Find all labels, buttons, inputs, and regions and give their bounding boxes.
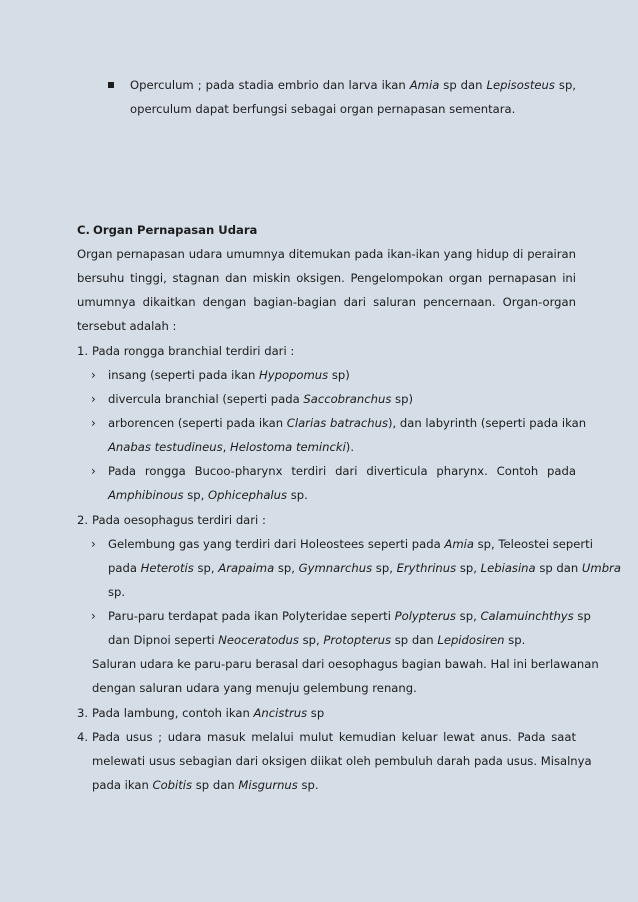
italic-term: Ophicephalus	[208, 488, 288, 502]
square-bullet-icon	[108, 82, 114, 88]
intro-line-2	[0, 266, 638, 290]
list-item-4-cont	[0, 773, 638, 797]
italic-term: Lebiasina	[480, 561, 536, 575]
section-label: C.	[77, 223, 90, 237]
list-item-text: melewati usus sebagian dari oksigen diikat oleh pembuluh darah pada usus. Misalnya	[92, 754, 592, 768]
chevron-bullet-icon: ›	[91, 368, 96, 382]
bullet-row-cont	[0, 435, 638, 459]
bullet-text: arborencen (seperti pada ikan Clarias batrachus), dan labyrinth (seperti pada ikan	[108, 416, 587, 430]
italic-term: Polypterus	[394, 609, 456, 623]
note-line-1	[0, 652, 638, 676]
italic-term: Cobitis	[152, 778, 193, 792]
bullet-text: Amphibinous sp, Ophicephalus sp.	[108, 488, 308, 502]
chevron-bullet-icon: ›	[91, 416, 96, 430]
intro-text: tersebut adalah :	[77, 319, 177, 333]
list-number: 3.	[77, 706, 89, 720]
intro-text: bersuhu tinggi, stagnan dan miskin oksigen. Pengelompokan organ pernapasan ini	[77, 271, 576, 285]
bullet-row	[0, 604, 638, 628]
bullet-row	[0, 363, 638, 387]
intro-line-4	[0, 314, 638, 338]
italic-term: Saccobranchus	[303, 392, 392, 406]
list-item-text: Pada usus ; udara masuk melalui mulut kemudian keluar lewat anus. Pada saat	[92, 730, 576, 744]
intro-text: Organ pernapasan udara umumnya ditemukan pada ikan-ikan yang hidup di perairan	[77, 247, 576, 261]
bullet-text: Pada rongga Bucoo-pharynx terdiri dari diverticula pharynx. Contoh pada	[108, 464, 576, 478]
bullet-row-cont	[0, 556, 638, 580]
list-number: 2.	[77, 513, 89, 527]
italic-term: Calamuinchthys	[480, 609, 574, 623]
bullet-text: Anabas testudineus, Helostoma temincki).	[108, 440, 355, 454]
intro-text: umumnya dikaitkan dengan bagian-bagian dari saluran pencernaan. Organ-organ	[77, 295, 576, 309]
bullet-text: dan Dipnoi seperti Neoceratodus sp, Protopterus sp dan Lepidosiren sp.	[108, 633, 526, 647]
intro-line-1	[0, 242, 638, 266]
list-item-title: Pada oesophagus terdiri dari :	[92, 513, 266, 527]
bullet-text: pada Heterotis sp, Arapaima sp, Gymnarchus sp, Erythrinus sp, Lebiasina sp dan Umbra	[108, 561, 621, 575]
list-item-3	[0, 701, 638, 725]
chevron-bullet-icon: ›	[91, 609, 96, 623]
intro-line-3	[0, 290, 638, 314]
bullet-row-cont	[0, 628, 638, 652]
list-item-2-title	[0, 508, 638, 532]
italic-term: Neoceratodus	[218, 633, 299, 647]
bullet-text: sp.	[108, 585, 126, 599]
list-item-4	[0, 725, 638, 749]
bullet-row-cont	[0, 483, 638, 507]
bullet-text: insang (seperti pada ikan Hypopomus sp)	[108, 368, 350, 382]
list-item-text: Pada lambung, contoh ikan Ancistrus sp	[92, 706, 325, 720]
section-heading	[0, 218, 638, 242]
italic-term: Clarias batrachus	[286, 416, 388, 430]
italic-term: Umbra	[581, 561, 621, 575]
bullet-row	[0, 459, 638, 483]
note-text: dengan saluran udara yang menuju gelembung renang.	[92, 681, 417, 695]
italic-term: Protopterus	[323, 633, 392, 647]
chevron-bullet-icon: ›	[91, 392, 96, 406]
operculum-line-2	[0, 97, 638, 121]
italic-term: Lepidosiren	[437, 633, 505, 647]
bullet-row	[0, 387, 638, 411]
bullet-row-cont	[0, 580, 638, 604]
list-item-text: pada ikan Cobitis sp dan Misgurnus sp.	[92, 778, 319, 792]
italic-term: Misgurnus	[238, 778, 298, 792]
italic-term: Amia	[444, 537, 474, 551]
operculum-line-1	[0, 73, 638, 97]
italic-term: Heterotis	[140, 561, 194, 575]
bullet-text: Paru-paru terdapat pada ikan Polyteridae seperti Polypterus sp, Calamuinchthys sp	[108, 609, 591, 623]
italic-term: Ancistrus	[253, 706, 308, 720]
list-number: 4.	[77, 730, 89, 744]
italic-term: Amia	[409, 78, 440, 92]
italic-term: Gymnarchus	[298, 561, 373, 575]
list-item-4-cont	[0, 749, 638, 773]
list-item-title: Pada rongga branchial terdiri dari :	[92, 344, 295, 358]
section-title: Organ Pernapasan Udara	[93, 223, 258, 237]
note-text: Saluran udara ke paru-paru berasal dari oesophagus bagian bawah. Hal ini berlawanan	[92, 657, 599, 671]
list-item-1-title	[0, 339, 638, 363]
chevron-bullet-icon: ›	[91, 464, 96, 478]
bullet-text: Gelembung gas yang terdiri dari Holeostees seperti pada Amia sp, Teleostei seperti	[108, 537, 593, 551]
italic-term: Hypopomus	[259, 368, 329, 382]
list-number: 1.	[77, 344, 89, 358]
bullet-row	[0, 411, 638, 435]
bullet-row	[0, 532, 638, 556]
operculum-text-2: operculum dapat berfungsi sebagai organ pernapasan sementara.	[130, 102, 516, 116]
italic-term: Helostoma temincki	[230, 440, 346, 454]
chevron-bullet-icon: ›	[91, 537, 96, 551]
italic-term: Arapaima	[218, 561, 275, 575]
italic-term: Amphibinous	[108, 488, 184, 502]
italic-term: Erythrinus	[396, 561, 457, 575]
note-line-2	[0, 676, 638, 700]
operculum-text-1: Operculum ; pada stadia embrio dan larva ikan Amia sp dan Lepisosteus sp,	[130, 78, 576, 92]
bullet-text: divercula branchial (seperti pada Saccobranchus sp)	[108, 392, 413, 406]
italic-term: Lepisosteus	[486, 78, 555, 92]
italic-term: Anabas testudineus	[108, 440, 223, 454]
